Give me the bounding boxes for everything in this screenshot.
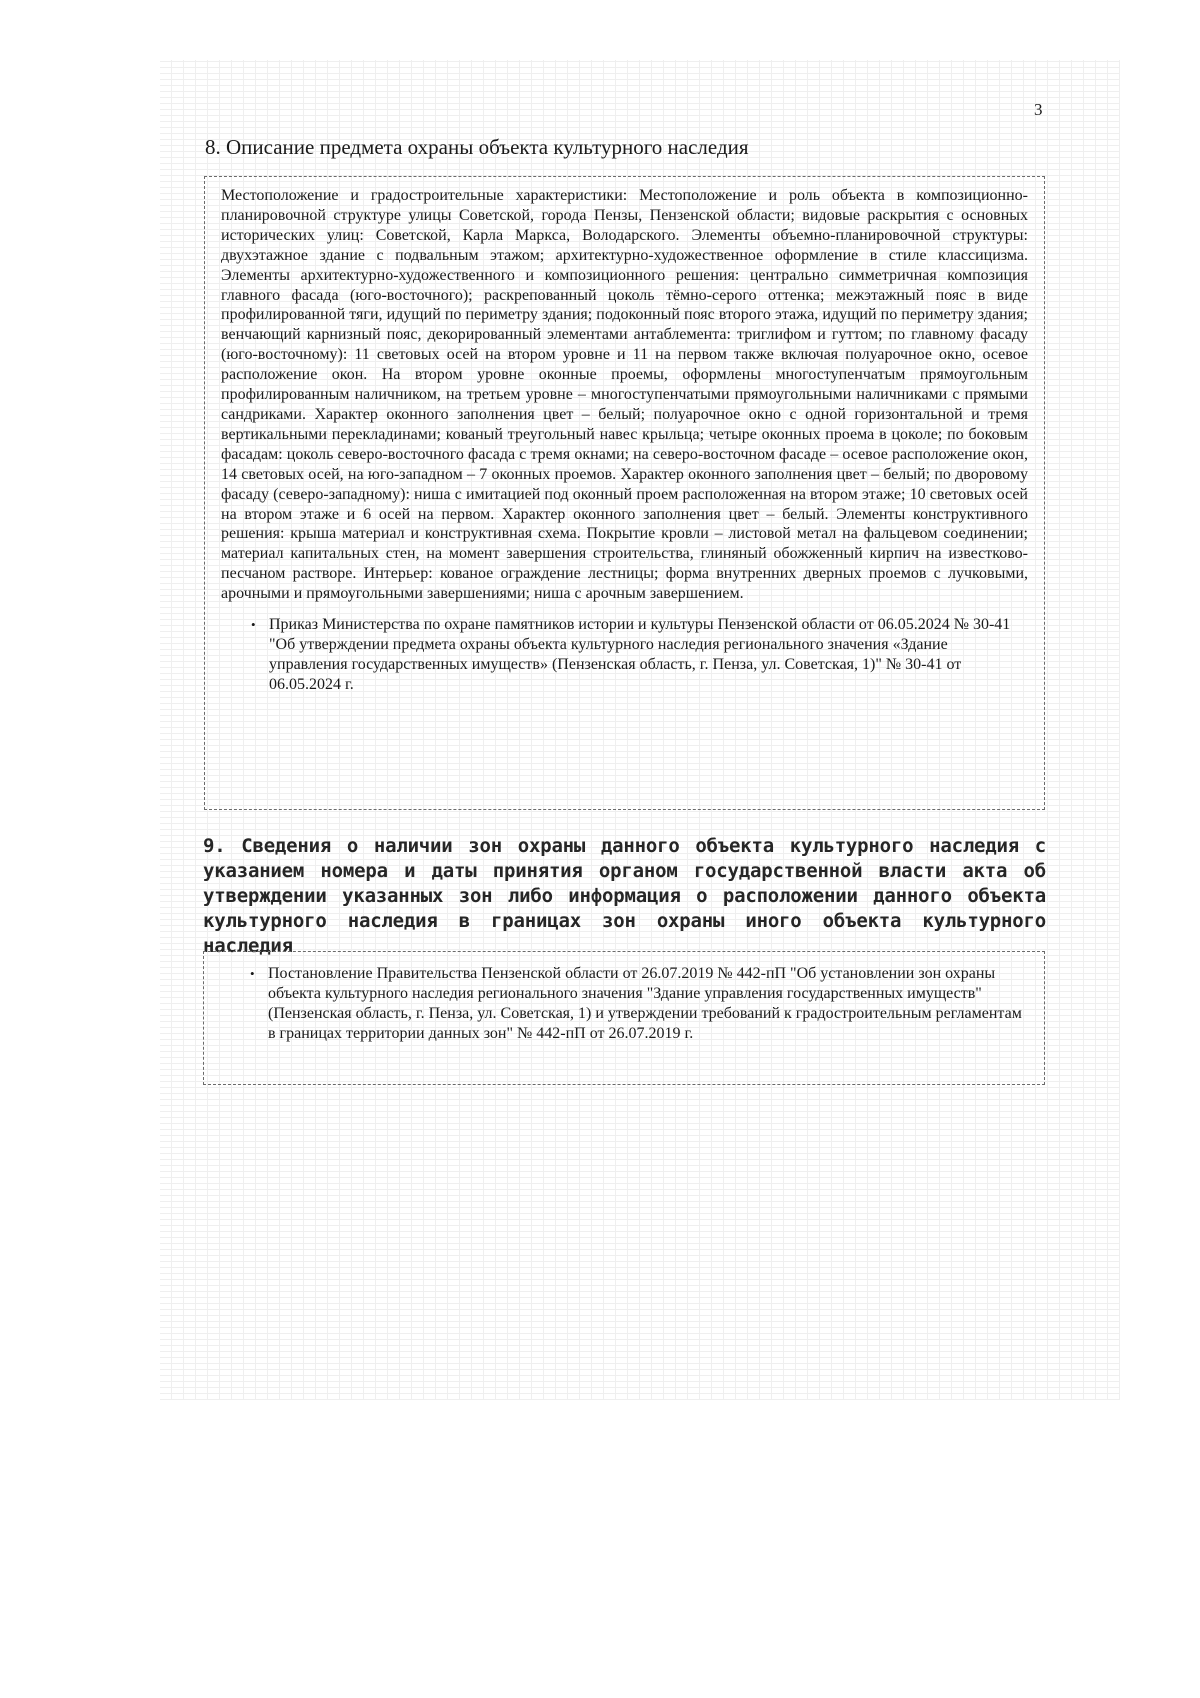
section-9-document-list	[220, 964, 1028, 1044]
section-9-box	[203, 951, 1045, 1085]
document-list-item	[220, 964, 1028, 1044]
page-number: 3	[1034, 100, 1043, 119]
section-8-heading: 8. Описание предмета охраны объекта культурного наследия	[205, 135, 749, 159]
section-8-document-list	[221, 615, 1028, 695]
document-list-item	[221, 615, 1028, 695]
bullet-icon: •	[251, 617, 256, 633]
document-reference: Постановление Правительства Пензенской области от 26.07.2019 № 442-пП "Об установлении зон охраны объекта культурного наследия регионального значения "Здание управления государственных имуществ" (Пензенская область, г. Пенза, ул. Советская, 1) и утверждении требований к градостроительным регламентам в границах территории данных зон" № 442-пП от 26.07.2019 г.	[268, 965, 1022, 1042]
document-reference: Приказ Министерства по охране памятников истории и культуры Пензенской области от 06.05.2024 № 30-41 "Об утверждении предмета охраны объекта культурного наследия регионального значения «Здание управления государственных имуществ» (Пензенская область, г. Пенза, ул. Советская, 1)" № 30-41 от 06.05.2024 г.	[269, 616, 1011, 693]
protection-subject-description: Местоположение и градостроительные характеристики: Местоположение и роль объекта в композиционно-планировочной структуре улицы Советской, города Пензы, Пензенской области; видовые раскрытия с основных исторических улиц: Советской, Карла Маркса, Володарского. Элементы объемно-планировочной структуры: двухэтажное здание с подвальным этажом; архитектурно-художественное оформление в стиле классицизма. Элементы архитектурно-художественного и композиционного решения: центрально симметричная композиция главного фасада (юго-восточного); раскрепованный цоколь тёмно-серого оттенка; межэтажный пояс в виде профилированной тяги, идущий по периметру здания; подоконный пояс второго этажа, идущий по периметру здания; венчающий карнизный пояс, декорированный элементами антаблемента: триглифом и гуттом; по главному фасаду (юго-восточному): 11 световых осей на втором уровне и 11 на первом также включая полуарочное окно, осевое расположение окон. На втором уровне оконные проемы, оформлены многоступенчатым прямоугольным профилированным наличником, на третьем уровне – многоступенчатыми прямоугольными наличниками с прямыми сандриками. Характер оконного заполнения цвет – белый; полуарочное окно с одной горизонтальной и тремя вертикальными перекладинами; кованый треугольный навес крыльца; четыре оконных проема в цоколе; по боковым фасадам: цоколь северо-восточного фасада с тремя окнами; на северо-восточном фасаде – осевое расположение окон, 14 световых осей, на юго-западном – 7 оконных проемов. Характер оконного заполнения цвет – белый; по дворовому фасаду (северо-западному): ниша с имитацией под оконный проем расположенная на втором этаже; 10 световых осей на втором этаже и 6 осей на первом. Характер оконного заполнения цвет – белый. Элементы конструктивного решения: крыша материал и конструктивная схема. Покрытие кровли – листовой метал на фальцевом соединении; материал капитальных стен, на момент завершения строительства, глиняный обожженный кирпич на известково-песчаном растворе. Интерьер: кованое ограждение лестницы; форма внутренних дверных проемов с лучковыми, арочными и прямоугольными завершениями; ниша с арочным завершением.	[221, 187, 1028, 603]
bullet-icon: •	[250, 966, 255, 981]
section-9-heading: 9. Сведения о наличии зон охраны данного объекта культурного наследия с указанием номера и даты принятия органом государственной власти акта об утверждении указанных зон либо информация о расположении данного объекта культурного наследия в границах зон охраны иного объекта культурного наследия	[203, 835, 1046, 957]
section-8-box	[204, 176, 1045, 810]
